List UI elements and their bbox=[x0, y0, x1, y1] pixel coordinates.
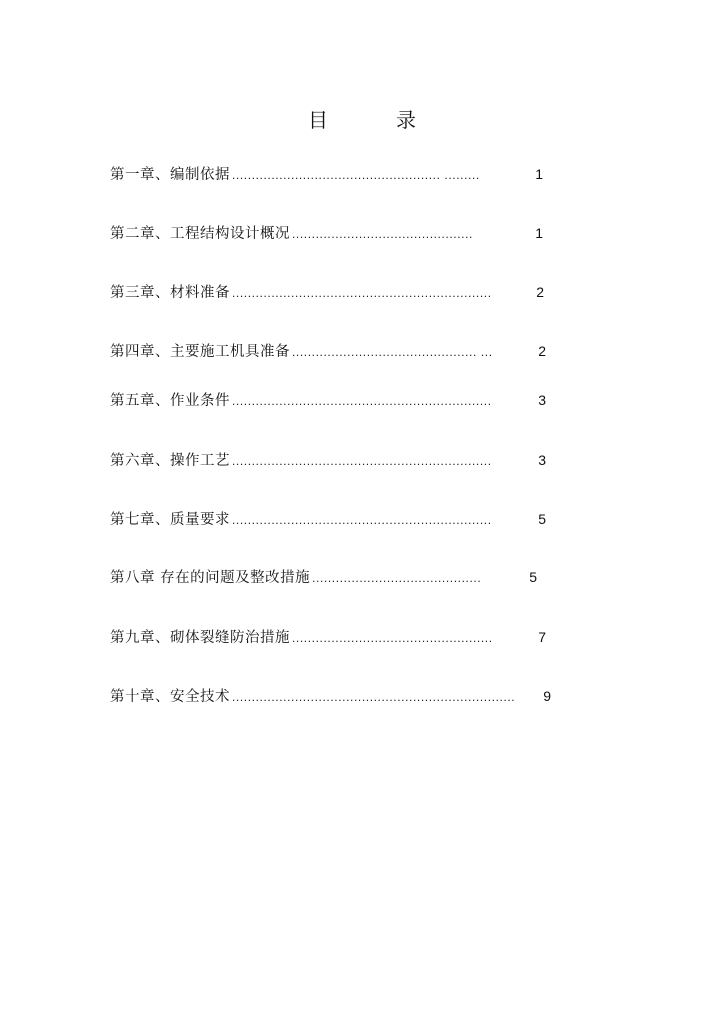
toc-entry-label: 第八章 存在的问题及整改措施 bbox=[110, 570, 311, 586]
toc-entry-leader: ................................................... bbox=[292, 631, 493, 645]
toc-entry-leader: .................................................................. bbox=[232, 394, 492, 408]
toc-entry-label: 第三章、材料准备 bbox=[110, 285, 230, 301]
toc-entry-leader: ............................................... ... bbox=[292, 345, 493, 359]
toc-entry-page: 5 bbox=[529, 569, 537, 585]
toc-entry-leader: .............................................. bbox=[292, 227, 473, 241]
toc-entry-leader: ........................................... bbox=[312, 571, 482, 585]
toc-title-char-1: 目 bbox=[308, 108, 328, 132]
toc-entry-label: 第二章、工程结构设计概况 bbox=[110, 226, 290, 242]
toc-entry-chapter-8[interactable] bbox=[110, 566, 537, 588]
toc-entry-label: 第六章、操作工艺 bbox=[110, 453, 230, 469]
toc-entry-chapter-1[interactable] bbox=[110, 163, 543, 185]
toc-entry-page: 9 bbox=[543, 688, 551, 704]
toc-entry-page: 3 bbox=[538, 452, 546, 468]
toc-title-char-2: 录 bbox=[396, 108, 416, 132]
toc-entry-leader: ..................................................... ......... bbox=[232, 168, 480, 182]
toc-entry-label: 第十章、安全技术 bbox=[110, 689, 230, 705]
toc-entry-label: 第四章、主要施工机具准备 bbox=[110, 344, 290, 360]
toc-entry-chapter-6[interactable] bbox=[110, 449, 546, 471]
toc-entry-page: 1 bbox=[535, 166, 543, 182]
toc-entry-chapter-2[interactable] bbox=[110, 222, 543, 244]
toc-entry-leader: ........................................................................ bbox=[232, 690, 516, 704]
toc-entry-page: 5 bbox=[538, 511, 546, 527]
toc-entry-page: 2 bbox=[538, 343, 546, 359]
toc-entry-leader: .................................................................. bbox=[232, 286, 492, 300]
toc-entry-page: 7 bbox=[538, 629, 546, 645]
toc-entry-leader: .................................................................. bbox=[232, 513, 492, 527]
toc-entry-label: 第五章、作业条件 bbox=[110, 393, 230, 409]
toc-entry-label: 第一章、编制依据 bbox=[110, 167, 230, 183]
toc-entry-page: 1 bbox=[535, 225, 543, 241]
toc-entry-page: 3 bbox=[538, 392, 546, 408]
toc-entry-chapter-4[interactable] bbox=[110, 340, 546, 362]
toc-entry-label: 第九章、砌体裂缝防治措施 bbox=[110, 630, 290, 646]
toc-entry-chapter-5[interactable] bbox=[110, 389, 546, 411]
toc-entry-chapter-7[interactable] bbox=[110, 508, 546, 530]
toc-entry-page: 2 bbox=[536, 284, 544, 300]
toc-entry-chapter-9[interactable] bbox=[110, 626, 546, 648]
toc-entry-chapter-3[interactable] bbox=[110, 281, 544, 303]
toc-entry-chapter-10[interactable] bbox=[110, 685, 551, 707]
toc-entry-leader: .................................................................. bbox=[232, 454, 492, 468]
toc-entry-label: 第七章、质量要求 bbox=[110, 512, 230, 528]
